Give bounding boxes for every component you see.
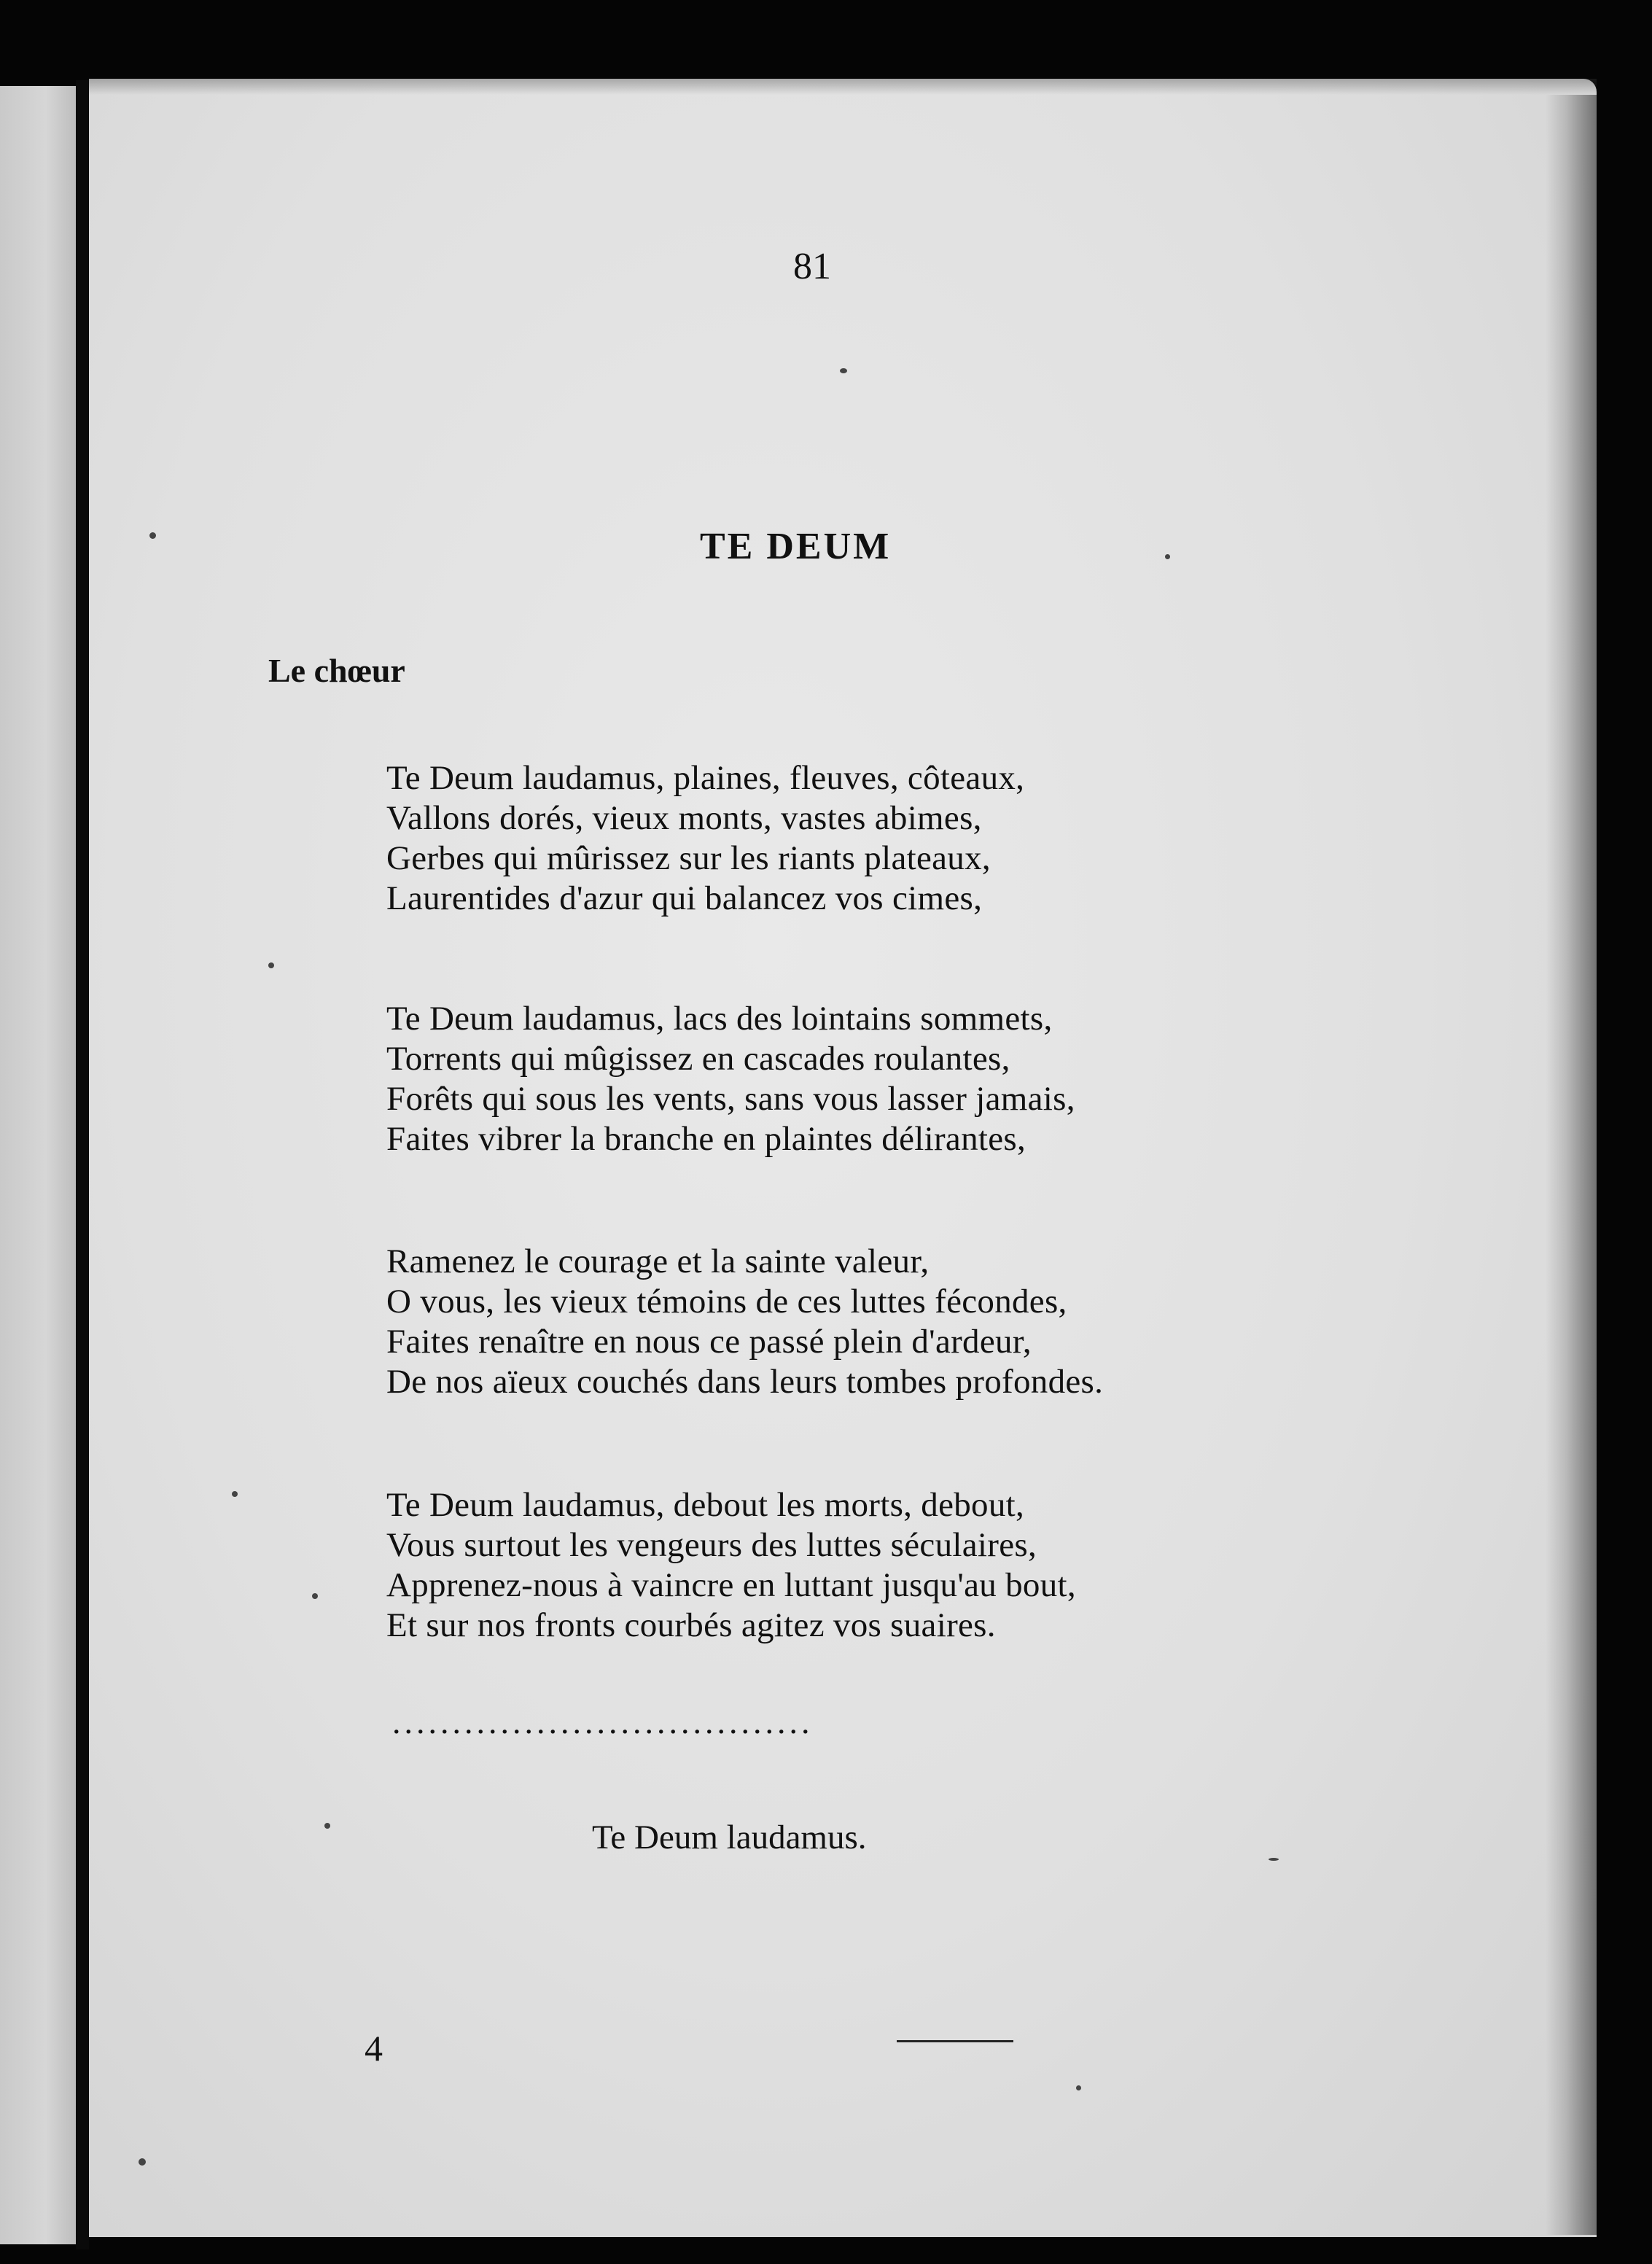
scan-speck [324, 1823, 330, 1829]
stanza-1-line-1: Te Deum laudamus, plaines, fleuves, côteaux, [386, 759, 1025, 797]
page-right-edge [1546, 95, 1597, 2235]
scan-speck [232, 1491, 238, 1497]
scan-speck [1165, 554, 1170, 559]
stanza-1-line-3: Gerbes qui mûrissez sur les riants plateaux, [386, 839, 991, 877]
stanza-4-line-2: Vous surtout les vengeurs des luttes séculaires, [386, 1526, 1037, 1564]
closing-line: Te Deum laudamus. [592, 1818, 867, 1856]
stanza-2-line-1: Te Deum laudamus, lacs des lointains sommets, [386, 1000, 1053, 1038]
page-number: 81 [793, 246, 831, 287]
binding-gutter [76, 80, 89, 2249]
stanza-4-line-4: Et sur nos fronts courbés agitez vos suaires. [386, 1606, 996, 1644]
scan-speck [139, 2158, 146, 2166]
scan-speck [312, 1593, 318, 1599]
scan-speck [840, 368, 847, 373]
stanza-1-line-2: Vallons dorés, vieux monts, vastes abimes, [386, 799, 982, 837]
page-top-shadow [89, 79, 1597, 95]
stanza-2-line-3: Forêts qui sous les vents, sans vous lasser jamais, [386, 1080, 1075, 1118]
scan-speck [268, 962, 274, 968]
stanza-3-line-2: O vous, les vieux témoins de ces luttes fécondes, [386, 1283, 1067, 1320]
stanza-2-line-2: Torrents qui mûgissez en cascades roulantes, [386, 1040, 1010, 1078]
stanza-2-line-4: Faites vibrer la branche en plaintes délirantes, [386, 1120, 1026, 1158]
ellipsis-separator: ................................... [392, 1703, 814, 1740]
signature-mark: 4 [365, 2028, 383, 2069]
scan-speck [1076, 2085, 1081, 2090]
stanza-4-line-3: Apprenez-nous à vaincre en luttant jusqu'au bout, [386, 1566, 1076, 1604]
adjacent-page-edge [0, 86, 76, 2244]
stanza-3-line-1: Ramenez le courage et la sainte valeur, [386, 1242, 930, 1280]
scan-speck [149, 532, 156, 539]
stanza-4-line-1: Te Deum laudamus, debout les morts, debout, [386, 1486, 1025, 1524]
stanza-1-line-4: Laurentides d'azur qui balancez vos cimes, [386, 879, 983, 917]
stanza-3-line-4: De nos aïeux couchés dans leurs tombes profondes. [386, 1363, 1104, 1401]
speaker-label: Le chœur [268, 652, 405, 689]
stanza-3-line-3: Faites renaître en nous ce passé plein d'ardeur, [386, 1323, 1032, 1361]
poem-title: TE DEUM [700, 526, 892, 567]
scan-speck [1269, 1858, 1279, 1861]
decorative-dash [897, 2040, 1013, 2042]
